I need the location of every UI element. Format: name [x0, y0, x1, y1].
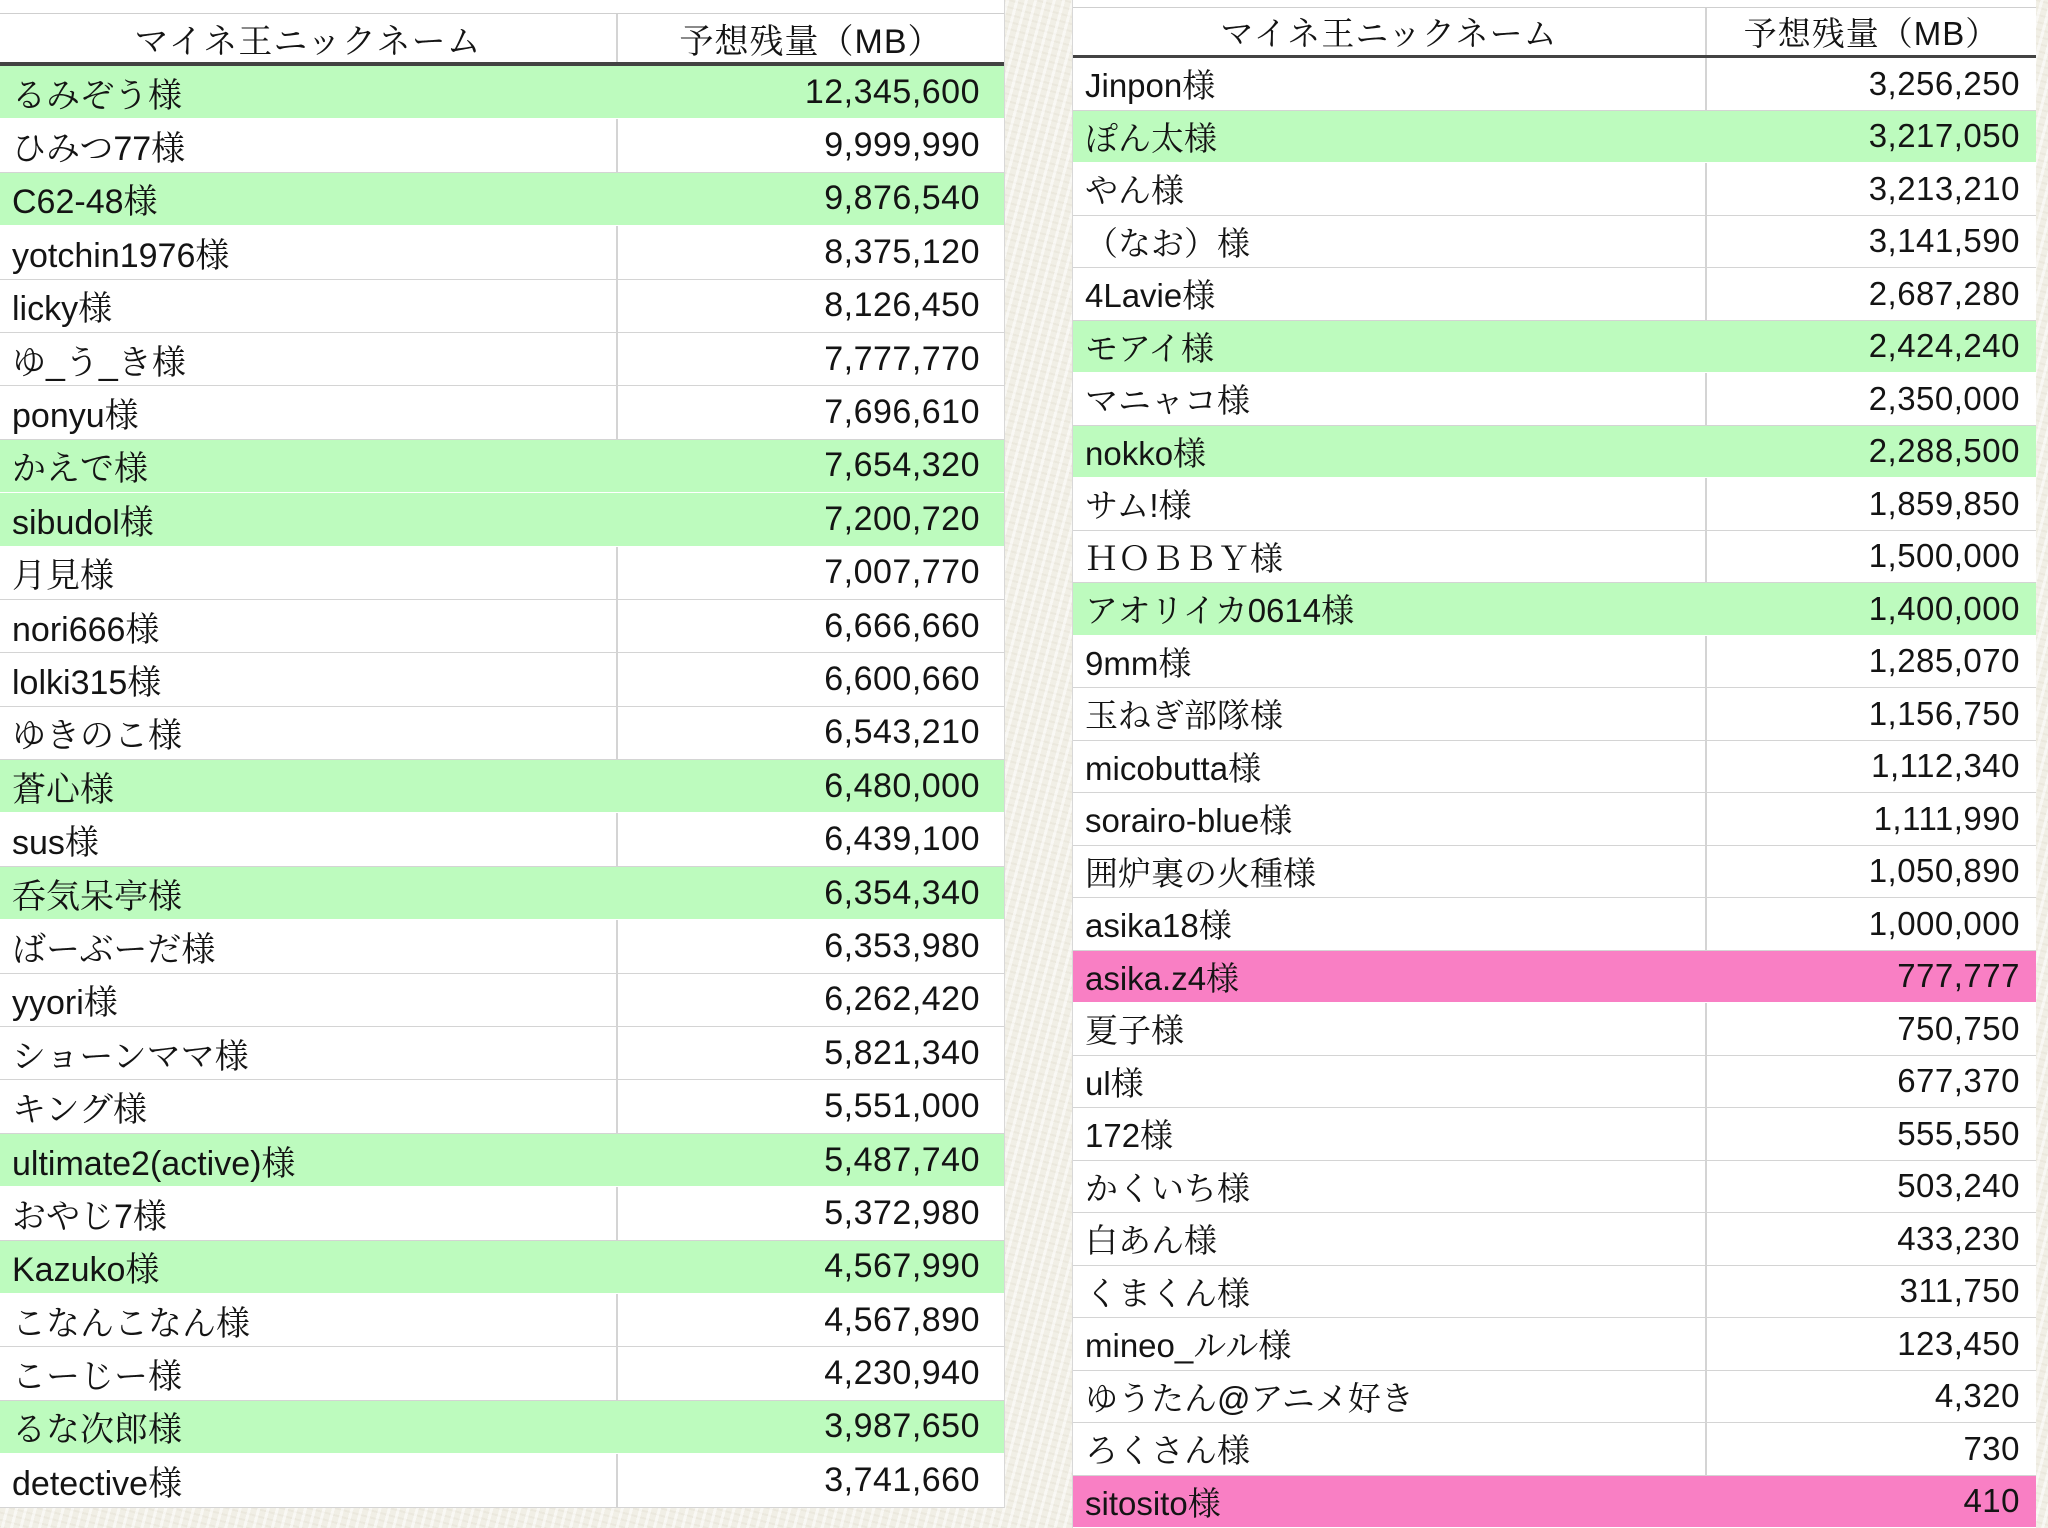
table-row: [0, 1134, 1004, 1187]
nickname-cell: nori666様: [0, 600, 618, 652]
nickname-cell: こなんこなん様: [0, 1294, 618, 1346]
nickname-cell: detective様: [0, 1454, 618, 1506]
remaining-cell: 1,859,850: [1868, 484, 2020, 522]
table-top-sliver: [0, 0, 1004, 14]
nickname-cell: sibudol様: [12, 503, 154, 542]
remaining-cell: 5,487,740: [824, 1140, 980, 1179]
remaining-cell: 1,400,000: [1868, 589, 2020, 627]
table-row: [0, 707, 1004, 760]
nickname-cell: 玉ねぎ部隊様: [1073, 688, 1707, 740]
nickname-cell: sorairo-blue様: [1073, 793, 1707, 845]
remaining-cell: 4,567,890: [824, 1300, 980, 1339]
nickname-cell: ろくさん様: [1073, 1423, 1707, 1475]
remaining-cell: 3,213,210: [1868, 169, 2020, 207]
nickname-cell: ゆうたん@アニメ好き: [1073, 1371, 1707, 1423]
nickname-cell: ショーンママ様: [0, 1027, 618, 1079]
table-row: [1073, 163, 2036, 216]
remaining-cell: 1,285,070: [1868, 642, 2020, 680]
nickname-cell: nokko様: [1085, 434, 1207, 472]
remaining-cell: 9,876,540: [824, 179, 980, 218]
remaining-cell: 7,007,770: [824, 553, 980, 592]
table-header: [0, 14, 1004, 66]
remaining-cell: 5,551,000: [824, 1087, 980, 1126]
remaining-cell: 2,288,500: [1868, 432, 2020, 470]
table-row: [0, 547, 1004, 600]
table-row: [1073, 1108, 2036, 1161]
table-row: [0, 119, 1004, 172]
remaining-cell: 8,375,120: [824, 232, 980, 271]
remaining-cell: 123,450: [1897, 1324, 2020, 1362]
nickname-cell: ゆきのこ様: [0, 707, 618, 759]
remaining-cell: 6,600,660: [824, 659, 980, 698]
remaining-cell: 433,230: [1897, 1219, 2020, 1257]
table-row: [0, 1454, 1004, 1507]
nickname-cell: 月見様: [0, 547, 618, 599]
remaining-cell: 777,777: [1897, 957, 2020, 995]
remaining-cell: 677,370: [1897, 1062, 2020, 1100]
remaining-cell: 1,050,890: [1868, 852, 2020, 890]
table-row: [0, 600, 1004, 653]
nickname-cell: 夏子様: [1073, 1003, 1707, 1055]
remaining-cell: 4,567,990: [824, 1247, 980, 1286]
table-row: [0, 974, 1004, 1027]
remaining-cell: 2,424,240: [1868, 327, 2020, 365]
nickname-cell: モアイ様: [1085, 329, 1215, 367]
remaining-cell: 5,372,980: [824, 1193, 980, 1232]
column-header-remaining: 予想残量（MB）: [1743, 15, 2000, 52]
remaining-cell: 6,543,210: [824, 713, 980, 752]
remaining-cell: 5,821,340: [824, 1033, 980, 1072]
table-row: [1073, 688, 2036, 741]
table-row: [1073, 1266, 2036, 1319]
nickname-cell: かくいち様: [1073, 1161, 1707, 1213]
table-row: [1073, 1213, 2036, 1266]
remaining-cell: 3,987,650: [824, 1407, 980, 1446]
table-row: [1073, 898, 2036, 951]
table-body: [0, 66, 1004, 1508]
table-row: [0, 1294, 1004, 1347]
nickname-cell: 蒼心様: [12, 770, 114, 809]
remaining-cell: 555,550: [1897, 1114, 2020, 1152]
nickname-cell: lolki315様: [0, 653, 618, 705]
table-top-sliver: [1073, 0, 2036, 8]
table-row: [0, 66, 1004, 119]
table-row: [0, 653, 1004, 706]
remaining-cell: 7,777,770: [824, 339, 980, 378]
nickname-cell: micobutta様: [1073, 741, 1707, 793]
remaining-cell: 6,353,980: [824, 926, 980, 965]
table-row: [0, 1401, 1004, 1454]
remaining-cell: 1,500,000: [1868, 537, 2020, 575]
nickname-cell: 白あん様: [1073, 1213, 1707, 1265]
nickname-cell: おやじ7様: [0, 1187, 618, 1239]
nickname-cell: キング様: [0, 1080, 618, 1132]
nickname-cell: ＨＯＢＢＹ様: [1073, 531, 1707, 583]
remaining-cell: 1,000,000: [1868, 904, 2020, 942]
column-header-remaining: 予想残量（MB）: [679, 22, 943, 61]
remaining-cell: 730: [1963, 1429, 2020, 1467]
nickname-cell: sus様: [0, 813, 618, 865]
table-row: [0, 280, 1004, 333]
remaining-cell: 6,439,100: [824, 820, 980, 859]
nickname-cell: 9mm様: [1073, 636, 1707, 688]
column-header-nickname: マイネ王ニックネーム: [0, 14, 618, 62]
table-body: [1073, 58, 2036, 1528]
table-row: [1073, 321, 2036, 374]
remaining-cell: 1,111,990: [1873, 799, 2020, 837]
remaining-cell: 8,126,450: [824, 286, 980, 325]
remaining-cell: 3,141,590: [1868, 222, 2020, 260]
remaining-cell: 7,200,720: [824, 499, 980, 538]
remaining-cell: 6,480,000: [824, 766, 980, 805]
table-row: [0, 493, 1004, 546]
nickname-cell: Kazuko様: [12, 1251, 160, 1290]
nickname-cell: 呑気呆亭様: [12, 877, 182, 916]
nickname-cell: ul様: [1073, 1056, 1707, 1108]
table-row: [1073, 741, 2036, 794]
remaining-cell: 410: [1963, 1482, 2020, 1520]
remaining-cell: 6,666,660: [824, 606, 980, 645]
nickname-cell: ぽん太様: [1085, 119, 1217, 157]
table-row: [1073, 1371, 2036, 1424]
nickname-cell: ばーぶーだ様: [0, 920, 618, 972]
remaining-cell: 1,112,340: [1871, 747, 2020, 785]
table-row: [0, 386, 1004, 439]
nickname-cell: やん様: [1073, 163, 1707, 215]
nickname-cell: ultimate2(active)様: [12, 1144, 296, 1183]
nickname-cell: るみぞう様: [12, 76, 182, 115]
table-row: [1073, 373, 2036, 426]
nickname-cell: 4Lavie様: [1073, 268, 1707, 320]
remaining-cell: 4,320: [1934, 1377, 2020, 1415]
nickname-cell: asika18様: [1073, 898, 1707, 950]
nickname-cell: 172様: [1073, 1108, 1707, 1160]
remaining-cell: 503,240: [1897, 1167, 2020, 1205]
nickname-cell: こーじー様: [0, 1347, 618, 1399]
remaining-cell: 750,750: [1897, 1009, 2020, 1047]
table-row: [1073, 216, 2036, 269]
table-row: [1073, 478, 2036, 531]
table-row: [1073, 1161, 2036, 1214]
nickname-cell: licky様: [0, 280, 618, 332]
table-row: [0, 173, 1004, 226]
table-row: [1073, 111, 2036, 164]
table-row: [1073, 951, 2036, 1004]
table-row: [1073, 268, 2036, 321]
remaining-cell: 6,262,420: [824, 980, 980, 1019]
table-row: [0, 333, 1004, 386]
nickname-cell: yyori様: [0, 974, 618, 1026]
table-header: [1073, 8, 2036, 58]
table-row: [1073, 426, 2036, 479]
table-row: [0, 440, 1004, 493]
nickname-cell: かえで様: [12, 450, 148, 489]
nickname-cell: サム!様: [1073, 478, 1707, 530]
nickname-cell: マニャコ様: [1073, 373, 1707, 425]
remaining-cell: 4,230,940: [824, 1354, 980, 1393]
table-row: [0, 920, 1004, 973]
nickname-table-left: [0, 0, 1005, 1508]
nickname-cell: ゆ_う_き様: [0, 333, 618, 385]
table-row: [1073, 1318, 2036, 1371]
table-row: [1073, 58, 2036, 111]
nickname-cell: yotchin1976様: [0, 226, 618, 278]
remaining-cell: 2,350,000: [1868, 379, 2020, 417]
remaining-cell: 2,687,280: [1868, 274, 2020, 312]
remaining-cell: 3,217,050: [1868, 117, 2020, 155]
table-row: [0, 760, 1004, 813]
table-row: [0, 1027, 1004, 1080]
table-row: [1073, 846, 2036, 899]
table-row: [0, 1241, 1004, 1294]
nickname-cell: sitosito様: [1085, 1484, 1221, 1522]
remaining-cell: 1,156,750: [1868, 694, 2020, 732]
table-row: [1073, 1056, 2036, 1109]
table-row: [0, 226, 1004, 279]
remaining-cell: 9,999,990: [824, 126, 980, 165]
table-row: [0, 1080, 1004, 1133]
table-row: [1073, 583, 2036, 636]
nickname-cell: （なお）様: [1073, 216, 1707, 268]
nickname-cell: 囲炉裏の火種様: [1073, 846, 1707, 898]
remaining-cell: 3,741,660: [824, 1460, 980, 1499]
table-row: [0, 867, 1004, 920]
remaining-cell: 311,750: [1899, 1272, 2020, 1310]
remaining-cell: 3,256,250: [1868, 64, 2020, 102]
nickname-cell: ひみつ77様: [0, 119, 618, 171]
table-row: [1073, 1476, 2036, 1528]
table-row: [1073, 1003, 2036, 1056]
nickname-cell: アオリイカ0614様: [1085, 592, 1355, 630]
nickname-cell: るな次郎様: [12, 1411, 182, 1450]
nickname-cell: ponyu様: [0, 386, 618, 438]
remaining-cell: 7,696,610: [824, 393, 980, 432]
nickname-cell: mineo_ルル様: [1073, 1318, 1707, 1370]
nickname-cell: C62-48様: [12, 183, 158, 222]
remaining-cell: 6,354,340: [824, 873, 980, 912]
nickname-cell: asika.z4様: [1085, 959, 1240, 997]
table-row: [0, 813, 1004, 866]
nickname-cell: Jinpon様: [1073, 58, 1707, 110]
remaining-cell: 7,654,320: [824, 446, 980, 485]
table-row: [0, 1347, 1004, 1400]
table-row: [1073, 793, 2036, 846]
nickname-cell: くまくん様: [1073, 1266, 1707, 1318]
table-row: [1073, 636, 2036, 689]
nickname-table-right: [1072, 0, 2036, 1528]
column-header-nickname: マイネ王ニックネーム: [1073, 8, 1707, 55]
remaining-cell: 12,345,600: [804, 72, 980, 111]
table-row: [0, 1187, 1004, 1240]
table-row: [1073, 531, 2036, 584]
table-row: [1073, 1423, 2036, 1476]
